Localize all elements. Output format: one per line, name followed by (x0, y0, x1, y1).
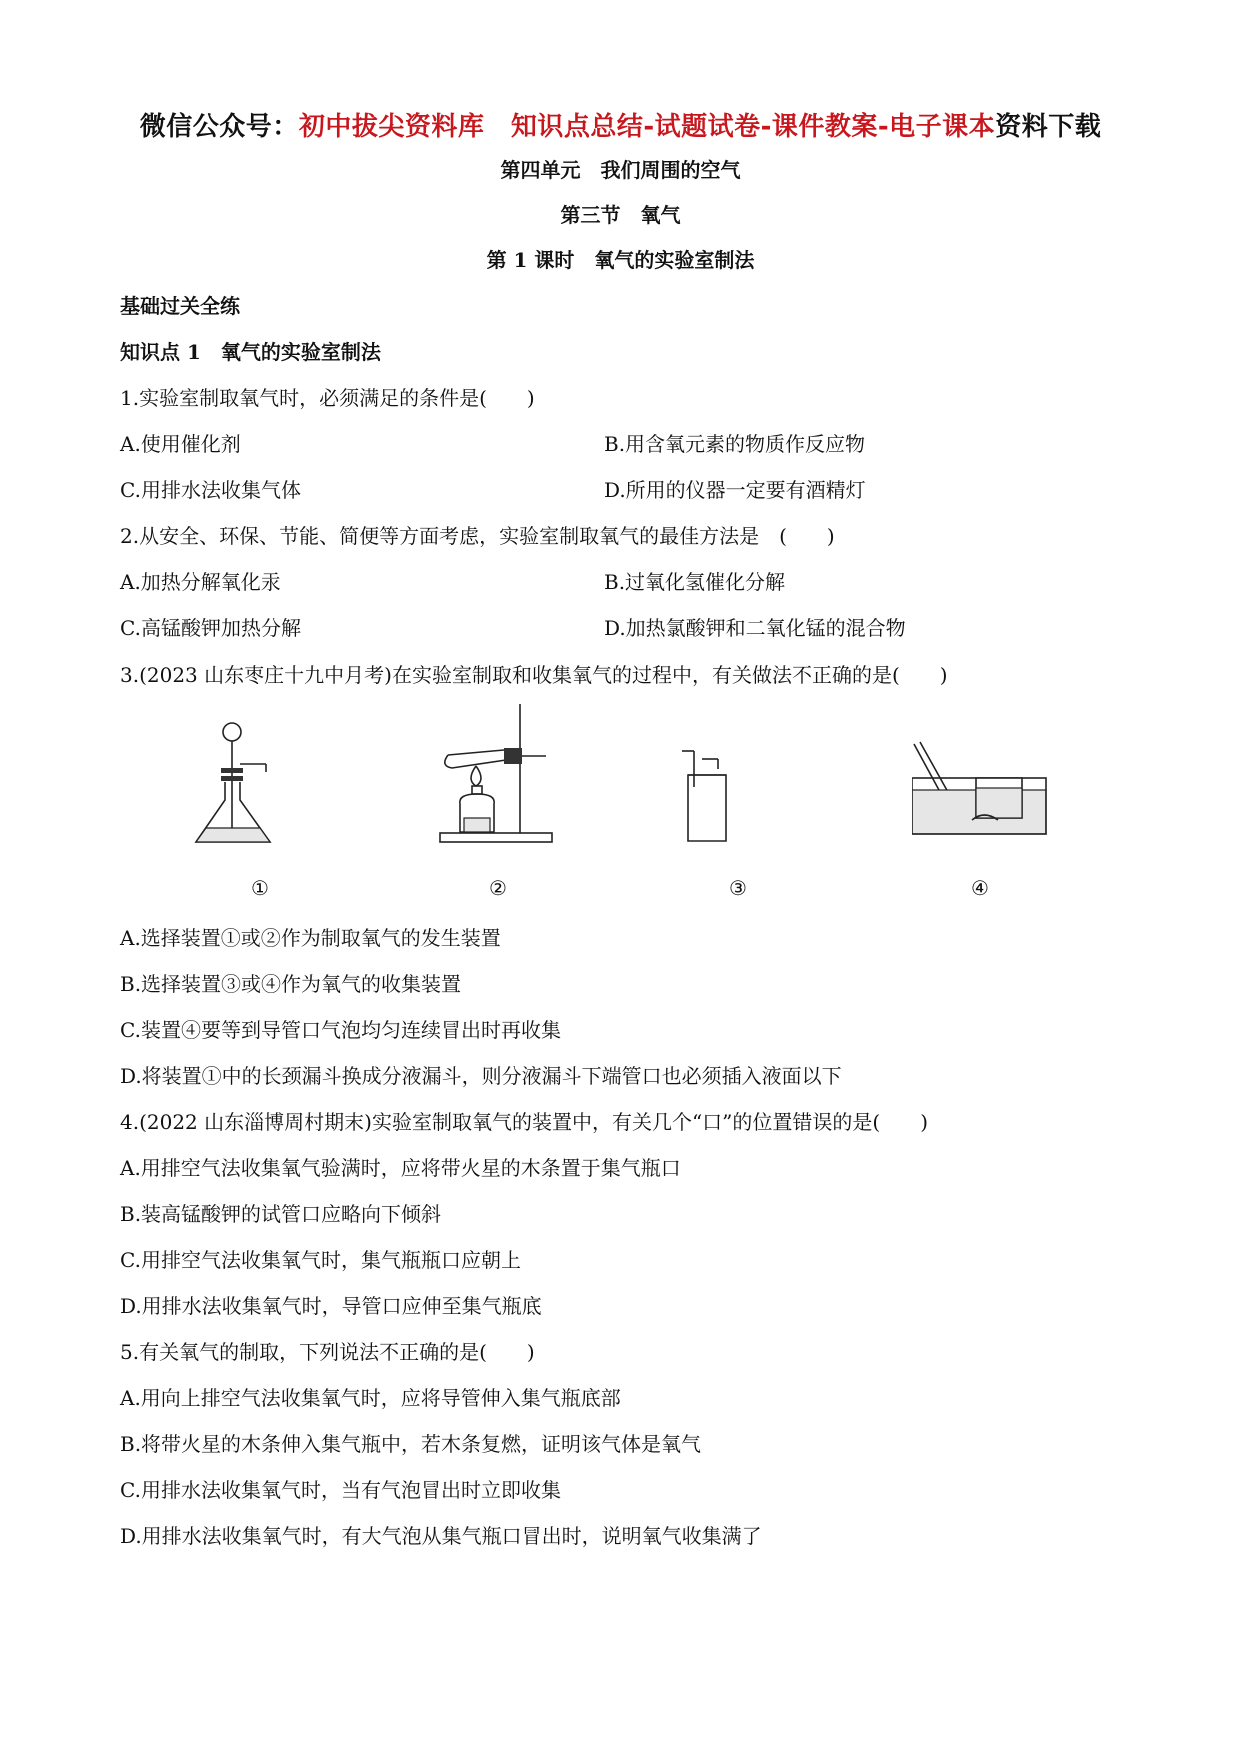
question-2-option-c: C.高锰酸钾加热分解 (120, 616, 301, 640)
question-4-option-c: C.用排空气法收集氧气时，集气瓶瓶口应朝上 (120, 1248, 521, 1272)
question-1-stem: 1.实验室制取氧气时，必须满足的条件是( ) (120, 386, 535, 410)
question-5-stem: 5.有关氧气的制取，下列说法不正确的是( ) (120, 1340, 535, 1364)
banner-prefix: 微信公众号： (139, 112, 299, 142)
question-1-option-c: C.用排水法收集气体 (120, 478, 301, 502)
question-3-option-d: D.将装置①中的长颈漏斗换成分液漏斗，则分液漏斗下端管口也必须插入液面以下 (120, 1064, 842, 1088)
banner-highlight: 初中拔尖资料库 知识点总结-试题试卷-课件教案-电子课本 (298, 112, 996, 142)
banner-suffix: 资料下载 (995, 112, 1102, 142)
question-4-option-a: A.用排空气法收集氧气验满时，应将带火星的木条置于集气瓶口 (120, 1156, 681, 1180)
figure-label-4: ④ (971, 876, 989, 900)
knowledge-point-title: 知识点 1 氧气的实验室制法 (120, 340, 381, 364)
question-5-option-b: B.将带火星的木条伸入集气瓶中，若木条复燃，证明该气体是氧气 (120, 1432, 702, 1456)
apparatus-1-flask-figure (190, 712, 280, 847)
page-banner (0, 106, 1241, 143)
question-5-option-d: D.用排水法收集氧气时，有大气泡从集气瓶口冒出时，说明氧气收集满了 (120, 1524, 762, 1548)
question-3-stem: 3.(2023 山东枣庄十九中月考)在实验室制取和收集氧气的过程中，有关做法不正确的是( ) (120, 663, 948, 687)
apparatus-2-heating-figure (438, 700, 563, 845)
apparatus-4-water-trough-figure (912, 738, 1047, 848)
part-title: 基础过关全练 (120, 294, 240, 318)
unit-heading: 第四单元 我们周围的空气 (500, 158, 741, 182)
question-4-option-d: D.用排水法收集氧气时，导管口应伸至集气瓶底 (120, 1294, 542, 1318)
question-2-option-b: B.过氧化氢催化分解 (604, 570, 786, 594)
question-1-option-a: A.使用催化剂 (120, 432, 241, 456)
question-3-option-a: A.选择装置①或②作为制取氧气的发生装置 (120, 926, 501, 950)
question-2-option-a: A.加热分解氧化汞 (120, 570, 281, 594)
section-heading: 第三节 氧气 (560, 203, 681, 227)
question-1-option-d: D.所用的仪器一定要有酒精灯 (604, 478, 866, 502)
question-2-stem: 2.从安全、环保、节能、简便等方面考虑，实验室制取氧气的最佳方法是 ( ) (120, 524, 835, 548)
figure-label-3: ③ (729, 876, 747, 900)
question-4-option-b: B.装高锰酸钾的试管口应略向下倾斜 (120, 1202, 442, 1226)
figure-label-2: ② (489, 876, 507, 900)
question-2-option-d: D.加热氯酸钾和二氧化锰的混合物 (604, 616, 906, 640)
question-3-option-c: C.装置④要等到导管口气泡均匀连续冒出时再收集 (120, 1018, 561, 1042)
question-5-option-c: C.用排水法收集氧气时，当有气泡冒出时立即收集 (120, 1478, 561, 1502)
lesson-heading: 第 1 课时 氧气的实验室制法 (486, 248, 755, 272)
question-4-stem: 4.(2022 山东淄博周村期末)实验室制取氧气的装置中，有关几个“口”的位置错误的是( ) (120, 1110, 928, 1134)
question-5-option-a: A.用向上排空气法收集氧气时，应将导管伸入集气瓶底部 (120, 1386, 621, 1410)
figure-label-1: ① (251, 876, 269, 900)
apparatus-3-gas-bottle-figure (676, 745, 736, 845)
question-3-option-b: B.选择装置③或④作为氧气的收集装置 (120, 972, 462, 996)
question-1-option-b: B.用含氧元素的物质作反应物 (604, 432, 866, 456)
